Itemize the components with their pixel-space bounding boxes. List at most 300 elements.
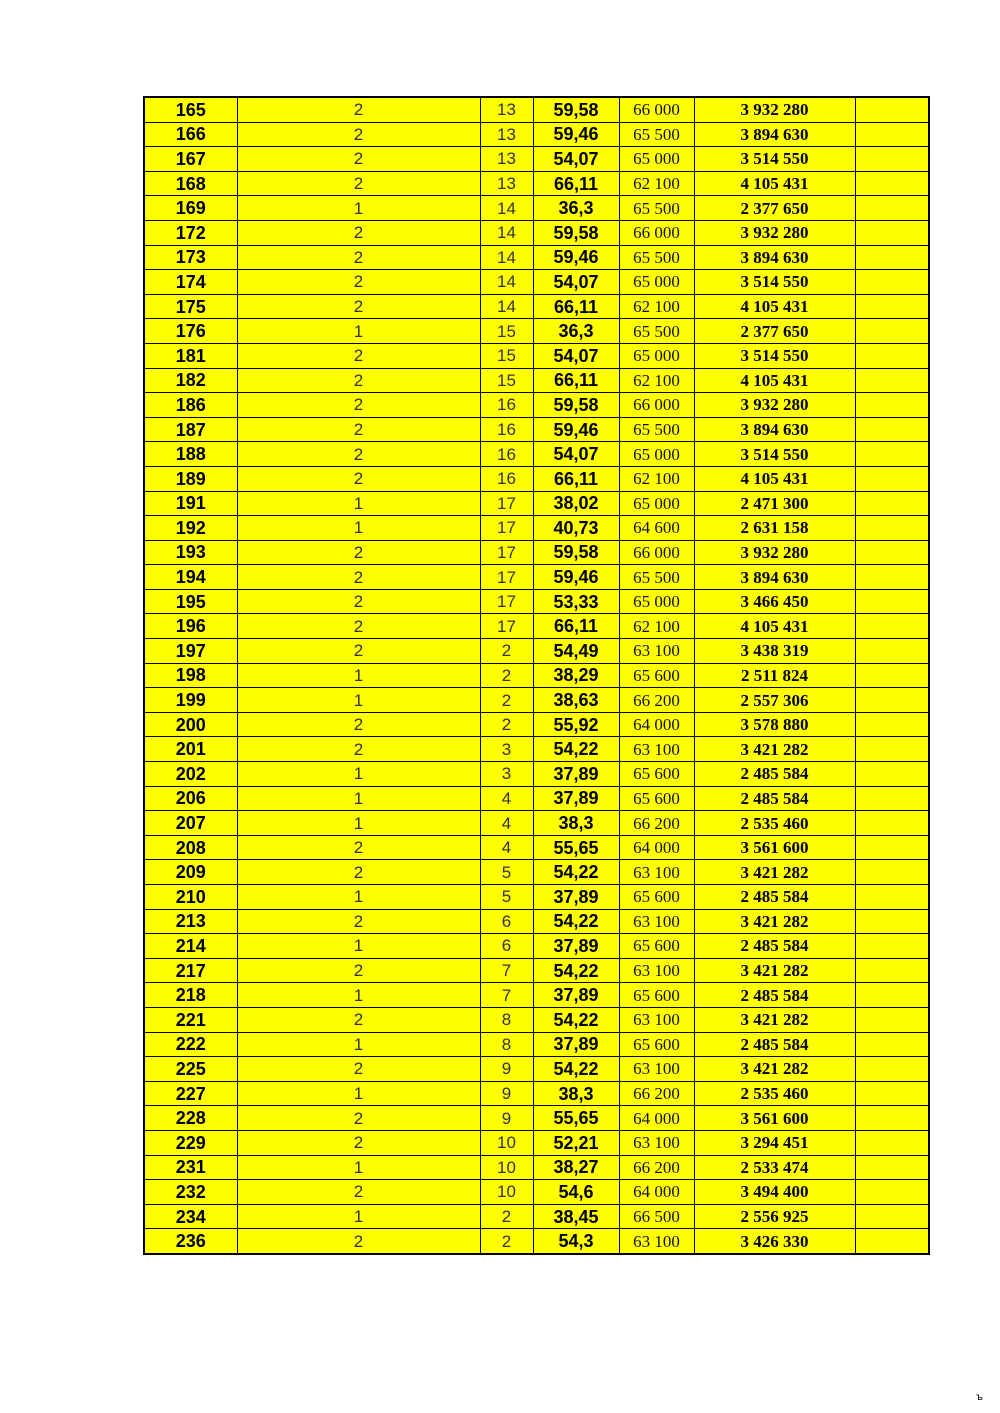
total-price-cell: 2 535 460 [694, 1081, 855, 1106]
room-count-cell: 2 [237, 294, 480, 319]
empty-cell-cell [855, 958, 929, 983]
empty-cell-cell [855, 762, 929, 787]
room-count-cell: 2 [237, 565, 480, 590]
floor-number-cell: 5 [480, 885, 533, 910]
price-per-m2-cell: 62 100 [619, 294, 694, 319]
area-value-cell: 38,3 [533, 811, 619, 836]
room-count-cell: 2 [237, 909, 480, 934]
table-row [144, 417, 929, 442]
empty-cell-cell [855, 466, 929, 491]
price-per-m2-cell: 63 100 [619, 958, 694, 983]
total-price-cell: 3 294 451 [694, 1130, 855, 1155]
area-value-cell: 54,07 [533, 147, 619, 172]
apartment-number-cell: 213 [144, 909, 237, 934]
empty-cell-cell [855, 491, 929, 516]
price-per-m2-cell: 65 600 [619, 663, 694, 688]
floor-number-cell: 17 [480, 540, 533, 565]
empty-cell-cell [855, 442, 929, 467]
floor-number-cell: 13 [480, 97, 533, 122]
empty-cell-cell [855, 934, 929, 959]
area-value-cell: 54,3 [533, 1229, 619, 1254]
empty-cell-cell [855, 1081, 929, 1106]
floor-number-cell: 10 [480, 1180, 533, 1205]
apartment-number-cell: 195 [144, 589, 237, 614]
total-price-cell: 2 485 584 [694, 885, 855, 910]
empty-cell-cell [855, 319, 929, 344]
area-value-cell: 36,3 [533, 319, 619, 344]
price-per-m2-cell: 65 500 [619, 319, 694, 344]
apartment-number-cell: 229 [144, 1130, 237, 1155]
area-value-cell: 53,33 [533, 589, 619, 614]
room-count-cell: 1 [237, 491, 480, 516]
floor-number-cell: 2 [480, 639, 533, 664]
apartment-number-cell: 173 [144, 245, 237, 270]
price-per-m2-cell: 65 500 [619, 245, 694, 270]
apartment-number-cell: 200 [144, 712, 237, 737]
empty-cell-cell [855, 294, 929, 319]
room-count-cell: 2 [237, 1180, 480, 1205]
total-price-cell: 2 485 584 [694, 786, 855, 811]
apartment-number-cell: 186 [144, 393, 237, 418]
price-per-m2-cell: 63 100 [619, 639, 694, 664]
floor-number-cell: 2 [480, 712, 533, 737]
room-count-cell: 1 [237, 688, 480, 713]
total-price-cell: 3 514 550 [694, 147, 855, 172]
apartment-number-cell: 172 [144, 220, 237, 245]
table-row [144, 319, 929, 344]
floor-number-cell: 3 [480, 762, 533, 787]
price-per-m2-cell: 65 500 [619, 122, 694, 147]
price-per-m2-cell: 66 500 [619, 1204, 694, 1229]
empty-cell-cell [855, 1106, 929, 1131]
price-per-m2-cell: 66 200 [619, 688, 694, 713]
empty-cell-cell [855, 589, 929, 614]
total-price-cell: 3 894 630 [694, 417, 855, 442]
apartment-number-cell: 217 [144, 958, 237, 983]
price-per-m2-cell: 64 000 [619, 1180, 694, 1205]
empty-cell-cell [855, 786, 929, 811]
area-value-cell: 59,58 [533, 540, 619, 565]
table-row [144, 466, 929, 491]
empty-cell-cell [855, 147, 929, 172]
floor-number-cell: 2 [480, 1229, 533, 1254]
floor-number-cell: 13 [480, 122, 533, 147]
total-price-cell: 4 105 431 [694, 294, 855, 319]
room-count-cell: 2 [237, 614, 480, 639]
empty-cell-cell [855, 97, 929, 122]
area-value-cell: 38,63 [533, 688, 619, 713]
area-value-cell: 54,07 [533, 270, 619, 295]
table-row [144, 245, 929, 270]
empty-cell-cell [855, 1007, 929, 1032]
total-price-cell: 3 932 280 [694, 220, 855, 245]
table-row [144, 147, 929, 172]
table-row [144, 343, 929, 368]
total-price-cell: 3 894 630 [694, 122, 855, 147]
table-row [144, 958, 929, 983]
room-count-cell: 2 [237, 1130, 480, 1155]
floor-number-cell: 13 [480, 147, 533, 172]
price-per-m2-cell: 65 500 [619, 417, 694, 442]
area-value-cell: 66,11 [533, 294, 619, 319]
apartment-number-cell: 169 [144, 196, 237, 221]
table-row [144, 516, 929, 541]
empty-cell-cell [855, 516, 929, 541]
apartment-number-cell: 174 [144, 270, 237, 295]
apartment-number-cell: 236 [144, 1229, 237, 1254]
price-per-m2-cell: 66 200 [619, 811, 694, 836]
room-count-cell: 2 [237, 737, 480, 762]
room-count-cell: 2 [237, 1229, 480, 1254]
area-value-cell: 54,49 [533, 639, 619, 664]
empty-cell-cell [855, 245, 929, 270]
table-row [144, 688, 929, 713]
apartment-number-cell: 168 [144, 171, 237, 196]
price-per-m2-cell: 65 000 [619, 147, 694, 172]
total-price-cell: 3 494 400 [694, 1180, 855, 1205]
floor-number-cell: 4 [480, 811, 533, 836]
table-row [144, 663, 929, 688]
total-price-cell: 3 514 550 [694, 442, 855, 467]
empty-cell-cell [855, 1130, 929, 1155]
price-per-m2-cell: 65 600 [619, 762, 694, 787]
apartment-number-cell: 227 [144, 1081, 237, 1106]
floor-number-cell: 16 [480, 466, 533, 491]
area-value-cell: 66,11 [533, 171, 619, 196]
price-per-m2-cell: 66 000 [619, 540, 694, 565]
price-per-m2-cell: 66 000 [619, 393, 694, 418]
floor-number-cell: 8 [480, 1032, 533, 1057]
total-price-cell: 2 471 300 [694, 491, 855, 516]
page-corner-mark: ъ [976, 1392, 984, 1403]
room-count-cell: 1 [237, 885, 480, 910]
room-count-cell: 2 [237, 220, 480, 245]
room-count-cell: 1 [237, 983, 480, 1008]
apartment-number-cell: 176 [144, 319, 237, 344]
total-price-cell: 2 485 584 [694, 762, 855, 787]
empty-cell-cell [855, 1204, 929, 1229]
table-row [144, 811, 929, 836]
area-value-cell: 59,46 [533, 245, 619, 270]
apartment-number-cell: 232 [144, 1180, 237, 1205]
table-row [144, 393, 929, 418]
total-price-cell: 2 511 824 [694, 663, 855, 688]
table-row [144, 835, 929, 860]
floor-number-cell: 14 [480, 220, 533, 245]
room-count-cell: 2 [237, 466, 480, 491]
area-value-cell: 36,3 [533, 196, 619, 221]
room-count-cell: 1 [237, 1204, 480, 1229]
total-price-cell: 3 421 282 [694, 909, 855, 934]
area-value-cell: 37,89 [533, 786, 619, 811]
total-price-cell: 4 105 431 [694, 614, 855, 639]
price-per-m2-cell: 63 100 [619, 1007, 694, 1032]
area-value-cell: 59,58 [533, 220, 619, 245]
floor-number-cell: 17 [480, 491, 533, 516]
apartment-number-cell: 181 [144, 343, 237, 368]
room-count-cell: 2 [237, 958, 480, 983]
empty-cell-cell [855, 368, 929, 393]
table-row [144, 1057, 929, 1082]
total-price-cell: 3 466 450 [694, 589, 855, 614]
room-count-cell: 2 [237, 1106, 480, 1131]
floor-number-cell: 16 [480, 393, 533, 418]
apartment-number-cell: 165 [144, 97, 237, 122]
area-value-cell: 59,46 [533, 565, 619, 590]
room-count-cell: 2 [237, 343, 480, 368]
apartment-number-cell: 194 [144, 565, 237, 590]
floor-number-cell: 2 [480, 688, 533, 713]
room-count-cell: 2 [237, 860, 480, 885]
apartment-number-cell: 175 [144, 294, 237, 319]
floor-number-cell: 4 [480, 786, 533, 811]
total-price-cell: 3 421 282 [694, 860, 855, 885]
price-per-m2-cell: 63 100 [619, 909, 694, 934]
apartment-number-cell: 182 [144, 368, 237, 393]
total-price-cell: 4 105 431 [694, 368, 855, 393]
total-price-cell: 4 105 431 [694, 171, 855, 196]
room-count-cell: 2 [237, 147, 480, 172]
total-price-cell: 3 421 282 [694, 737, 855, 762]
table-row [144, 294, 929, 319]
apartment-number-cell: 198 [144, 663, 237, 688]
empty-cell-cell [855, 1155, 929, 1180]
area-value-cell: 37,89 [533, 983, 619, 1008]
table-row [144, 368, 929, 393]
floor-number-cell: 4 [480, 835, 533, 860]
apartment-number-cell: 191 [144, 491, 237, 516]
apartment-number-cell: 196 [144, 614, 237, 639]
table-row [144, 1155, 929, 1180]
total-price-cell: 3 894 630 [694, 245, 855, 270]
table-row [144, 122, 929, 147]
floor-number-cell: 6 [480, 934, 533, 959]
total-price-cell: 2 557 306 [694, 688, 855, 713]
empty-cell-cell [855, 220, 929, 245]
apartment-number-cell: 199 [144, 688, 237, 713]
floor-number-cell: 16 [480, 417, 533, 442]
apartment-number-cell: 189 [144, 466, 237, 491]
room-count-cell: 1 [237, 1155, 480, 1180]
table-row [144, 442, 929, 467]
price-per-m2-cell: 64 000 [619, 712, 694, 737]
area-value-cell: 54,22 [533, 860, 619, 885]
floor-number-cell: 9 [480, 1057, 533, 1082]
price-per-m2-cell: 65 600 [619, 786, 694, 811]
floor-number-cell: 3 [480, 737, 533, 762]
table-row [144, 1081, 929, 1106]
floor-number-cell: 13 [480, 171, 533, 196]
price-per-m2-cell: 65 600 [619, 885, 694, 910]
area-value-cell: 55,92 [533, 712, 619, 737]
table-row [144, 786, 929, 811]
apartment-number-cell: 228 [144, 1106, 237, 1131]
empty-cell-cell [855, 540, 929, 565]
area-value-cell: 54,22 [533, 737, 619, 762]
table-row [144, 1007, 929, 1032]
floor-number-cell: 17 [480, 589, 533, 614]
table-row [144, 639, 929, 664]
table-row [144, 491, 929, 516]
table-row [144, 1229, 929, 1254]
price-per-m2-cell: 65 500 [619, 196, 694, 221]
floor-number-cell: 2 [480, 1204, 533, 1229]
room-count-cell: 1 [237, 786, 480, 811]
empty-cell-cell [855, 885, 929, 910]
floor-number-cell: 15 [480, 368, 533, 393]
floor-number-cell: 9 [480, 1081, 533, 1106]
empty-cell-cell [855, 737, 929, 762]
floor-number-cell: 14 [480, 196, 533, 221]
apartment-number-cell: 231 [144, 1155, 237, 1180]
price-per-m2-cell: 62 100 [619, 614, 694, 639]
total-price-cell: 2 556 925 [694, 1204, 855, 1229]
table-row [144, 540, 929, 565]
table-row [144, 712, 929, 737]
room-count-cell: 1 [237, 663, 480, 688]
total-price-cell: 3 514 550 [694, 343, 855, 368]
apartment-number-cell: 202 [144, 762, 237, 787]
price-per-m2-cell: 63 100 [619, 1130, 694, 1155]
area-value-cell: 66,11 [533, 466, 619, 491]
area-value-cell: 38,02 [533, 491, 619, 516]
area-value-cell: 54,07 [533, 442, 619, 467]
empty-cell-cell [855, 393, 929, 418]
empty-cell-cell [855, 712, 929, 737]
empty-cell-cell [855, 1180, 929, 1205]
empty-cell-cell [855, 811, 929, 836]
apartment-number-cell: 166 [144, 122, 237, 147]
apartment-number-cell: 201 [144, 737, 237, 762]
empty-cell-cell [855, 835, 929, 860]
total-price-cell: 2 533 474 [694, 1155, 855, 1180]
area-value-cell: 38,29 [533, 663, 619, 688]
empty-cell-cell [855, 565, 929, 590]
floor-number-cell: 15 [480, 319, 533, 344]
table-row [144, 1180, 929, 1205]
area-value-cell: 52,21 [533, 1130, 619, 1155]
apartment-number-cell: 188 [144, 442, 237, 467]
room-count-cell: 1 [237, 934, 480, 959]
empty-cell-cell [855, 196, 929, 221]
apartment-number-cell: 193 [144, 540, 237, 565]
apartment-number-cell: 214 [144, 934, 237, 959]
apartment-number-cell: 218 [144, 983, 237, 1008]
table-row [144, 97, 929, 122]
area-value-cell: 59,46 [533, 122, 619, 147]
table-row [144, 614, 929, 639]
room-count-cell: 1 [237, 1032, 480, 1057]
total-price-cell: 3 932 280 [694, 540, 855, 565]
apartment-number-cell: 207 [144, 811, 237, 836]
room-count-cell: 2 [237, 393, 480, 418]
apartment-number-cell: 209 [144, 860, 237, 885]
room-count-cell: 1 [237, 319, 480, 344]
price-per-m2-cell: 65 000 [619, 589, 694, 614]
floor-number-cell: 8 [480, 1007, 533, 1032]
room-count-cell: 1 [237, 762, 480, 787]
room-count-cell: 2 [237, 639, 480, 664]
empty-cell-cell [855, 860, 929, 885]
total-price-cell: 4 105 431 [694, 466, 855, 491]
apartment-number-cell: 206 [144, 786, 237, 811]
area-value-cell: 37,89 [533, 934, 619, 959]
total-price-cell: 2 377 650 [694, 319, 855, 344]
price-per-m2-cell: 65 000 [619, 270, 694, 295]
price-per-m2-cell: 62 100 [619, 466, 694, 491]
apartment-price-table [143, 96, 930, 1255]
empty-cell-cell [855, 270, 929, 295]
total-price-cell: 3 561 600 [694, 1106, 855, 1131]
area-value-cell: 37,89 [533, 762, 619, 787]
apartment-number-cell: 167 [144, 147, 237, 172]
table-row [144, 1106, 929, 1131]
floor-number-cell: 9 [480, 1106, 533, 1131]
apartment-number-cell: 210 [144, 885, 237, 910]
room-count-cell: 2 [237, 540, 480, 565]
total-price-cell: 2 485 584 [694, 934, 855, 959]
total-price-cell: 3 514 550 [694, 270, 855, 295]
room-count-cell: 2 [237, 442, 480, 467]
area-value-cell: 54,22 [533, 909, 619, 934]
area-value-cell: 66,11 [533, 368, 619, 393]
area-value-cell: 38,45 [533, 1204, 619, 1229]
total-price-cell: 3 932 280 [694, 393, 855, 418]
table-row [144, 171, 929, 196]
table-body [144, 97, 929, 1254]
area-value-cell: 54,6 [533, 1180, 619, 1205]
room-count-cell: 2 [237, 1007, 480, 1032]
floor-number-cell: 14 [480, 294, 533, 319]
room-count-cell: 1 [237, 196, 480, 221]
area-value-cell: 37,89 [533, 1032, 619, 1057]
apartment-number-cell: 234 [144, 1204, 237, 1229]
total-price-cell: 3 932 280 [694, 97, 855, 122]
floor-number-cell: 15 [480, 343, 533, 368]
empty-cell-cell [855, 171, 929, 196]
empty-cell-cell [855, 983, 929, 1008]
apartment-number-cell: 221 [144, 1007, 237, 1032]
floor-number-cell: 6 [480, 909, 533, 934]
area-value-cell: 59,58 [533, 393, 619, 418]
price-per-m2-cell: 62 100 [619, 171, 694, 196]
apartment-number-cell: 225 [144, 1057, 237, 1082]
price-per-m2-cell: 62 100 [619, 368, 694, 393]
price-per-m2-cell: 65 600 [619, 983, 694, 1008]
empty-cell-cell [855, 1229, 929, 1254]
price-per-m2-cell: 65 600 [619, 1032, 694, 1057]
floor-number-cell: 7 [480, 958, 533, 983]
room-count-cell: 2 [237, 835, 480, 860]
total-price-cell: 3 426 330 [694, 1229, 855, 1254]
price-per-m2-cell: 63 100 [619, 1229, 694, 1254]
area-value-cell: 38,27 [533, 1155, 619, 1180]
area-value-cell: 54,22 [533, 1007, 619, 1032]
table-row [144, 909, 929, 934]
total-price-cell: 3 894 630 [694, 565, 855, 590]
floor-number-cell: 10 [480, 1155, 533, 1180]
area-value-cell: 55,65 [533, 835, 619, 860]
empty-cell-cell [855, 688, 929, 713]
room-count-cell: 2 [237, 171, 480, 196]
room-count-cell: 2 [237, 368, 480, 393]
floor-number-cell: 16 [480, 442, 533, 467]
apartment-number-cell: 197 [144, 639, 237, 664]
total-price-cell: 3 578 880 [694, 712, 855, 737]
price-per-m2-cell: 64 600 [619, 516, 694, 541]
total-price-cell: 3 421 282 [694, 1007, 855, 1032]
price-per-m2-cell: 66 200 [619, 1081, 694, 1106]
